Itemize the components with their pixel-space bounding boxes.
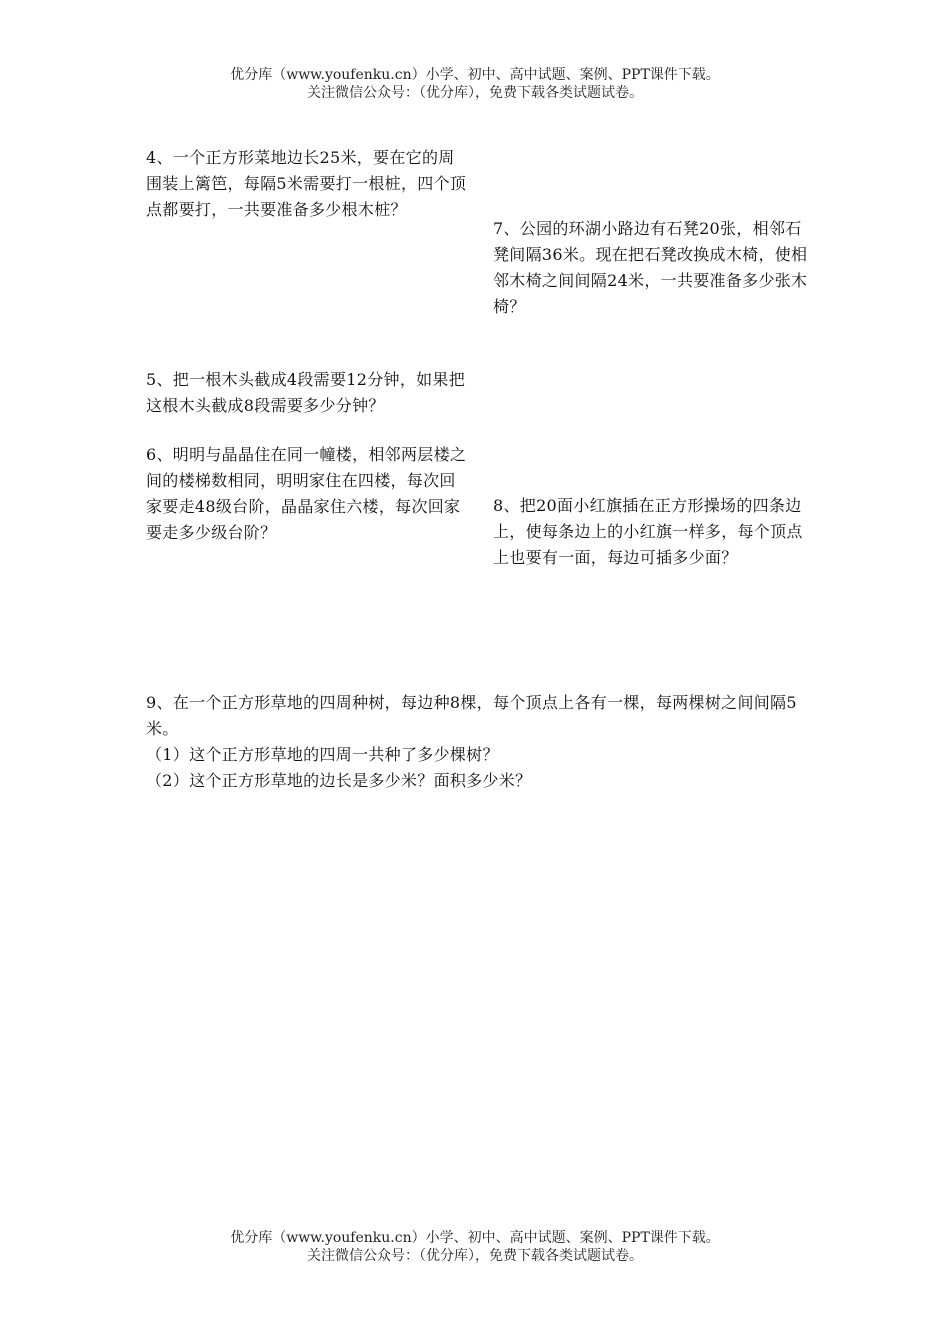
question-9-part-1: （1）这个正方形草地的四周一共种了多少棵树？ xyxy=(146,745,499,764)
question-9 xyxy=(146,690,810,794)
question-5 xyxy=(146,367,468,419)
footer-line-2: 关注微信公众号：（优分库），免费下载各类试题试卷。 xyxy=(307,1248,643,1264)
header-line-1: 优分库（www.youfenku.cn）小学、初中、高中试题、案例、PPT课件下载。 xyxy=(230,67,720,83)
header-line-2: 关注微信公众号：（优分库），免费下载各类试题试卷。 xyxy=(307,85,643,101)
question-9-stem: 9、在一个正方形草地的四周种树，每边种8棵，每个顶点上各有一棵，每两棵树之间间隔5米。 xyxy=(146,693,797,738)
question-4-text: 4、一个正方形菜地边长25米，要在它的周围装上篱笆，每隔5米需要打一根桩，四个顶点都要打，一共要准备多少根木桩？ xyxy=(146,148,467,219)
question-7-text: 7、公园的环湖小路边有石凳20张，相邻石凳间隔36米。现在把石凳改换成木椅，使相邻木椅之间间隔24米，一共要准备多少张木椅？ xyxy=(493,219,808,316)
question-8 xyxy=(493,493,808,571)
question-8-text: 8、把20面小红旗插在正方形操场的四条边上，使每条边上的小红旗一样多，每个顶点上也要有一面，每边可插多少面？ xyxy=(493,496,803,567)
question-5-text: 5、把一根木头截成4段需要12分钟，如果把这根木头截成8段需要多少分钟？ xyxy=(146,370,466,415)
question-7 xyxy=(493,216,808,320)
page-footer xyxy=(0,1229,950,1265)
question-6-text: 6、明明与晶晶住在同一幢楼，相邻两层楼之间的楼梯数相同，明明家住在四楼，每次回家要走48级台阶，晶晶家住六楼，每次回家要走多少级台阶？ xyxy=(146,445,467,542)
footer-line-1: 优分库（www.youfenku.cn）小学、初中、高中试题、案例、PPT课件下载。 xyxy=(230,1230,720,1246)
question-6 xyxy=(146,442,468,546)
question-4 xyxy=(146,145,468,223)
question-9-part-2: （2）这个正方形草地的边长是多少米？面积多少米？ xyxy=(146,771,532,790)
page-header xyxy=(0,66,950,102)
